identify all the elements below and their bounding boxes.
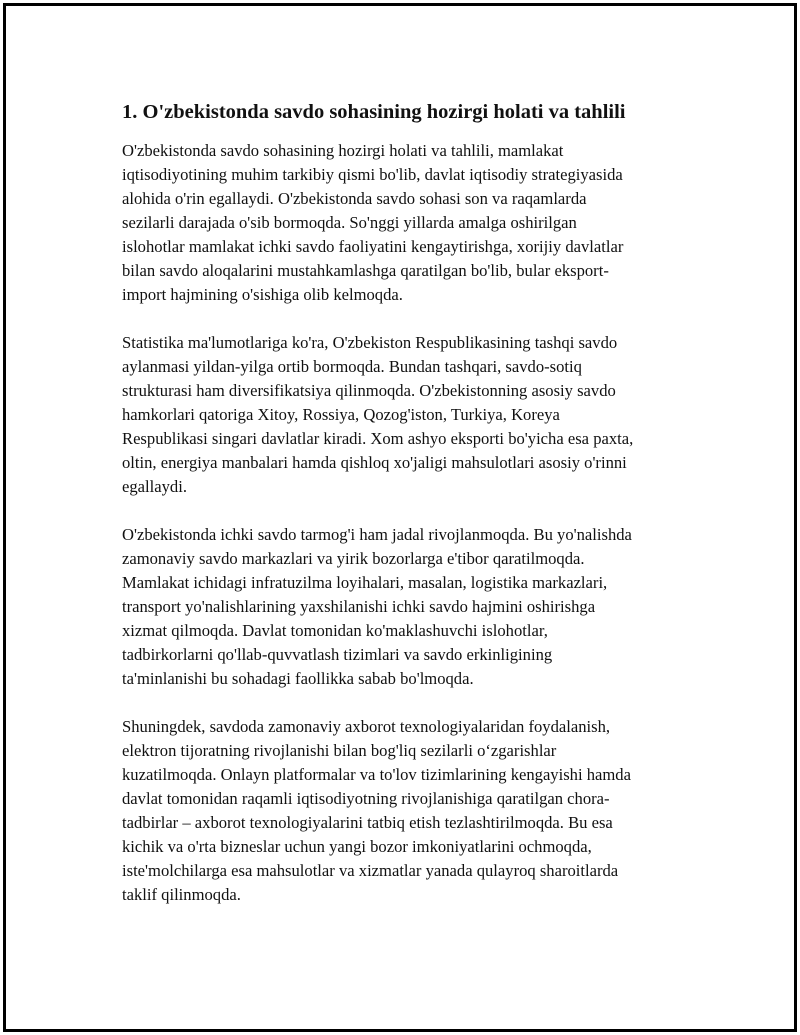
paragraph-2: Statistika ma'lumotlariga ko'ra, O'zbekiston Respublikasining tashqi savdo aylanmasi yildan-yilga ortib bormoqda. Bundan tashqari, savdo-sotiq strukturasi ham diversifikatsiya qilinmoqda. O'zbekistonning asosiy savdo hamkorlari qatoriga Xitoy, Rossiya, Qozog'iston, Turkiya, Koreya Respublikasi singari davlatlar kiradi. Xom ashyo eksporti bo'yicha esa paxta, oltin, energiya manbalari hamda qishloq xo'jaligi mahsulotlari asosiy o'rinni egallaydi.: [122, 333, 634, 496]
paragraph-1: O'zbekistonda savdo sohasining hozirgi holati va tahlili, mamlakat iqtisodiyotining muhim tarkibiy qismi bo'lib, davlat iqtisodiy strategiyasida alohida o'rin egallaydi. O'zbekistonda savdo sohasi son va raqamlarda sezilarli darajada o'sib bormoqda. So'nggi yillarda amalga oshirilgan islohotlar mamlakat ichki savdo faoliyatini kengaytirishga, xorijiy davlatlar bilan savdo aloqalarini mustahkamlashga qaratilgan bo'lib, bular eksport- import hajmining o'sishiga olib kelmoqda.: [122, 141, 624, 304]
document-body: [122, 99, 690, 907]
section-title: 1. O'zbekistonda savdo sohasining hozirgi holati va tahlili: [122, 101, 626, 123]
paragraph-3: O'zbekistonda ichki savdo tarmog'i ham jadal rivojlanmoqda. Bu yo'nalishda zamonaviy savdo markazlari va yirik bozorlarga e'tibor qaratilmoqda. Mamlakat ichidagi infratuzilma loyihalari, masalan, logistika markazlari, transport yo'nalishlarining yaxshilanishi ichki savdo hajmini oshirishga xizmat qilmoqda. Davlat tomonidan ko'maklashuvchi islohotlar, tadbirkorlarni qo'llab-quvvatlash tizimlari va savdo erkinligining ta'minlanishi bu sohadagi faollikka sabab bo'lmoqda.: [122, 525, 632, 688]
page-frame: [3, 3, 797, 1032]
paragraph-4: Shuningdek, savdoda zamonaviy axborot texnologiyalaridan foydalanish, elektron tijoratning rivojlanishi bilan bog'liq sezilarli o‘zgarishlar kuzatilmoqda. Onlayn platformalar va to'lov tizimlarining kengayishi hamda davlat tomonidan raqamli iqtisodiyotning rivojlanishiga qaratilgan chora- tadbirlar – axborot texnologiyalarini tatbiq etish tezlashtirilmoqda. Bu esa kichik va o'rta bizneslar uchun yangi bozor imkoniyatlarini ochmoqda, iste'molchilarga esa mahsulotlar va xizmatlar yanada qulayroq sharoitlarda taklif qilinmoqda.: [122, 717, 631, 904]
